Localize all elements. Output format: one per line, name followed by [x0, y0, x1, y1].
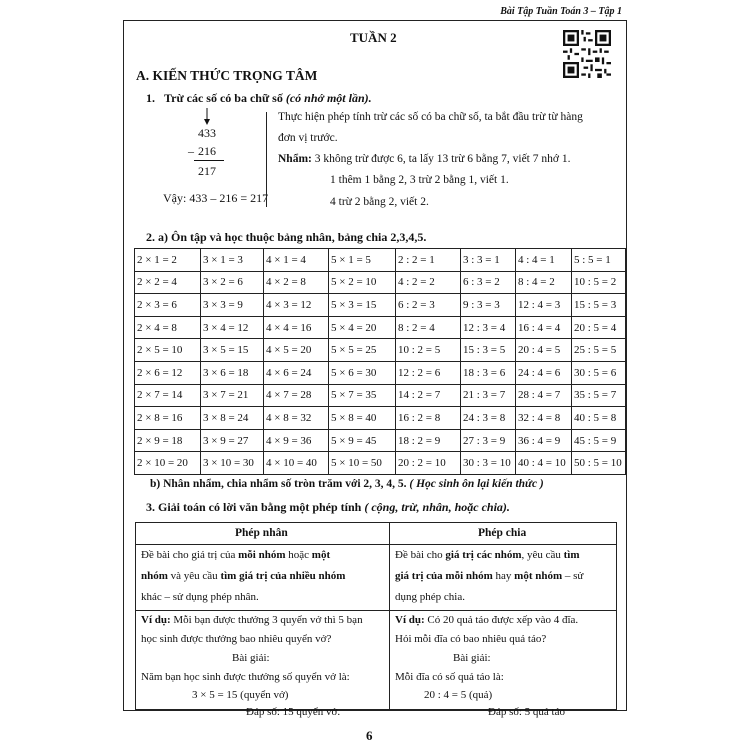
- table-cell: 5 × 4 = 20: [329, 316, 396, 339]
- table-cell: 5 × 2 = 10: [329, 271, 396, 294]
- table-cell: 24 : 3 = 8: [461, 407, 516, 430]
- mult-column-title: Phép nhân: [235, 527, 288, 539]
- table-cell: 4 : 2 = 2: [396, 271, 461, 294]
- difference: 217: [198, 164, 216, 178]
- table-cell: 3 × 2 = 6: [201, 271, 264, 294]
- table-row: [135, 316, 626, 339]
- div-column-title: Phép chia: [478, 527, 527, 539]
- mult-desc-line-3: khác – sử dụng phép nhân.: [141, 591, 259, 603]
- table-cell: 25 : 5 = 5: [572, 339, 626, 362]
- table-cell: 2 × 2 = 4: [135, 271, 201, 294]
- mult-example-line-2: học sinh được thưởng bao nhiêu quyển vở?: [141, 633, 332, 645]
- table-cell: 3 × 8 = 24: [201, 407, 264, 430]
- table-cell: 10 : 2 = 5: [396, 339, 461, 362]
- conclusion: Vậy: 433 – 216 = 217: [163, 191, 269, 205]
- table-row: [135, 429, 626, 452]
- div-solution-label: Bài giải:: [453, 652, 491, 664]
- book-header-title: Bài Tập Tuần Toán 3 – Tập 1: [500, 6, 622, 17]
- table-row: [135, 339, 626, 362]
- table-cell: 15 : 3 = 5: [461, 339, 516, 362]
- table-cell: 30 : 5 = 6: [572, 361, 626, 384]
- table-cell: 4 × 1 = 4: [264, 249, 329, 272]
- div-desc-line-3: dụng phép chia.: [395, 591, 465, 603]
- table-cell: 4 × 2 = 8: [264, 271, 329, 294]
- table-cell: 4 × 10 = 40: [264, 452, 329, 475]
- explain-line-2: đơn vị trước.: [278, 132, 338, 144]
- table-cell: 21 : 3 = 7: [461, 384, 516, 407]
- explain-line-1: Thực hiện phép tính trừ các số có ba chữ số, ta bắt đầu trừ từ hàng: [278, 111, 583, 123]
- table-cell: 5 × 10 = 50: [329, 452, 396, 475]
- section-a-heading: A. KIẾN THỨC TRỌNG TÂM: [136, 68, 318, 83]
- table-cell: 36 : 4 = 9: [516, 429, 572, 452]
- left-margin-rule: [123, 20, 124, 710]
- nham-line-3: 4 trừ 2 bằng 2, viết 2.: [330, 196, 429, 208]
- table-cell: 5 × 6 = 30: [329, 361, 396, 384]
- right-margin-rule: [626, 20, 627, 710]
- part1-heading: 1. Trừ các số có ba chữ số (có nhớ một lần).: [146, 91, 372, 105]
- borrow-arrow-icon: [202, 108, 212, 126]
- table-cell: 2 × 8 = 16: [135, 407, 201, 430]
- qr-code-icon: [563, 30, 611, 78]
- table-cell: 2 × 10 = 20: [135, 452, 201, 475]
- table-cell: 28 : 4 = 7: [516, 384, 572, 407]
- table-cell: 2 × 6 = 12: [135, 361, 201, 384]
- mult-solution-line-2: 3 × 5 = 15 (quyển vở): [192, 689, 289, 701]
- table-cell: 2 × 1 = 2: [135, 249, 201, 272]
- table-cell: 24 : 4 = 6: [516, 361, 572, 384]
- div-example-line-1: Ví dụ: Có 20 quả táo được xếp vào 4 đĩa.: [395, 614, 579, 626]
- table-cell: 27 : 3 = 9: [461, 429, 516, 452]
- table-cell: 20 : 2 = 10: [396, 452, 461, 475]
- explanation-divider: [266, 112, 267, 207]
- table-cell: 3 × 3 = 9: [201, 294, 264, 317]
- part2-heading: 2. a) Ôn tập và học thuộc bảng nhân, bảng chia 2,3,4,5.: [146, 230, 427, 244]
- table-cell: 18 : 2 = 9: [396, 429, 461, 452]
- table-cell: 40 : 5 = 8: [572, 407, 626, 430]
- table-cell: 4 × 5 = 20: [264, 339, 329, 362]
- method-table-header-rule: [135, 544, 617, 545]
- table-cell: 12 : 4 = 3: [516, 294, 572, 317]
- table-cell: 2 × 4 = 8: [135, 316, 201, 339]
- page-number: 6: [366, 728, 373, 743]
- table-cell: 5 × 3 = 15: [329, 294, 396, 317]
- table-cell: 5 × 5 = 25: [329, 339, 396, 362]
- table-cell: 3 × 9 = 27: [201, 429, 264, 452]
- table-cell: 40 : 4 = 10: [516, 452, 572, 475]
- div-answer: Đáp số: 5 quả táo: [488, 706, 565, 718]
- table-cell: 3 × 6 = 18: [201, 361, 264, 384]
- table-row: [135, 407, 626, 430]
- table-cell: 2 × 9 = 18: [135, 429, 201, 452]
- table-row: [135, 249, 626, 272]
- div-solution-line-1: Mỗi đĩa có số quả táo là:: [395, 671, 504, 683]
- div-desc-line-2: giá trị của mỗi nhóm hay một nhóm – sử: [395, 570, 584, 582]
- table-cell: 3 × 5 = 15: [201, 339, 264, 362]
- minuend: 433: [198, 126, 216, 140]
- table-cell: 12 : 3 = 4: [461, 316, 516, 339]
- table-cell: 8 : 2 = 4: [396, 316, 461, 339]
- table-cell: 3 × 10 = 30: [201, 452, 264, 475]
- div-example-line-2: Hỏi mỗi đĩa có bao nhiêu quả táo?: [395, 633, 547, 645]
- div-solution-line-2: 20 : 4 = 5 (quả): [424, 689, 493, 701]
- nham-line-2: 1 thêm 1 bằng 2, 3 trừ 2 bằng 1, viết 1.: [330, 174, 509, 186]
- part3-heading: 3. Giải toán có lời văn bằng một phép tính ( cộng, trừ, nhân, hoặc chia).: [146, 500, 510, 514]
- table-cell: 4 × 6 = 24: [264, 361, 329, 384]
- table-cell: 6 : 3 = 2: [461, 271, 516, 294]
- table-cell: 5 × 8 = 40: [329, 407, 396, 430]
- table-cell: 4 × 3 = 12: [264, 294, 329, 317]
- table-cell: 50 : 5 = 10: [572, 452, 626, 475]
- table-cell: 4 × 4 = 16: [264, 316, 329, 339]
- result-rule: [194, 160, 224, 161]
- header-rule: [123, 20, 627, 21]
- table-cell: 10 : 5 = 2: [572, 271, 626, 294]
- table-cell: 4 : 4 = 1: [516, 249, 572, 272]
- mult-solution-label: Bài giải:: [232, 652, 270, 664]
- table-cell: 5 × 1 = 5: [329, 249, 396, 272]
- mult-desc-line-1: Đề bài cho giá trị của mỗi nhóm hoặc một: [141, 549, 331, 561]
- table-cell: 5 × 7 = 35: [329, 384, 396, 407]
- method-table-column-divider: [389, 522, 390, 710]
- table-cell: 3 × 4 = 12: [201, 316, 264, 339]
- nham-line-1: Nhẩm: 3 không trừ được 6, ta lấy 13 trừ 6 bằng 7, viết 7 nhớ 1.: [278, 153, 571, 165]
- mult-example-line-1: Ví dụ: Mỗi bạn được thưởng 3 quyển vở thì 5 bạn: [141, 614, 363, 626]
- week-title: TUẦN 2: [350, 30, 397, 45]
- table-row: [135, 452, 626, 475]
- table-cell: 12 : 2 = 6: [396, 361, 461, 384]
- table-cell: 4 × 7 = 28: [264, 384, 329, 407]
- mult-answer: Đáp số: 15 quyển vở.: [246, 706, 341, 718]
- table-cell: 4 × 8 = 32: [264, 407, 329, 430]
- subtrahend: 216: [198, 144, 216, 158]
- table-row: [135, 271, 626, 294]
- table-cell: 16 : 2 = 8: [396, 407, 461, 430]
- table-cell: 35 : 5 = 7: [572, 384, 626, 407]
- div-desc-line-1: Đề bài cho giá trị các nhóm, yêu cầu tìm: [395, 549, 580, 561]
- table-cell: 4 × 9 = 36: [264, 429, 329, 452]
- table-cell: 14 : 2 = 7: [396, 384, 461, 407]
- table-cell: 8 : 4 = 2: [516, 271, 572, 294]
- mult-desc-line-2: nhóm và yêu cầu tìm giá trị của nhiều nhóm: [141, 570, 346, 582]
- table-cell: 30 : 3 = 10: [461, 452, 516, 475]
- table-cell: 16 : 4 = 4: [516, 316, 572, 339]
- table-cell: 2 × 5 = 10: [135, 339, 201, 362]
- table-cell: 45 : 5 = 9: [572, 429, 626, 452]
- table-row: [135, 384, 626, 407]
- table-cell: 32 : 4 = 8: [516, 407, 572, 430]
- table-cell: 20 : 4 = 5: [516, 339, 572, 362]
- table-cell: 9 : 3 = 3: [461, 294, 516, 317]
- table-row: [135, 294, 626, 317]
- part2b-heading: b) Nhân nhẩm, chia nhẩm số tròn trăm với 2, 3, 4, 5. ( Học sinh ôn lại kiến thức ): [150, 478, 544, 490]
- table-cell: 2 : 2 = 1: [396, 249, 461, 272]
- multiplication-division-table: [134, 248, 626, 475]
- table-cell: 18 : 3 = 6: [461, 361, 516, 384]
- mult-solution-line-1: Năm bạn học sinh được thưởng số quyển vở là:: [141, 671, 350, 683]
- table-cell: 3 × 7 = 21: [201, 384, 264, 407]
- minus-sign: –: [188, 144, 194, 158]
- table-cell: 3 : 3 = 1: [461, 249, 516, 272]
- table-cell: 5 × 9 = 45: [329, 429, 396, 452]
- table-cell: 15 : 5 = 3: [572, 294, 626, 317]
- method-table-example-rule: [135, 610, 617, 611]
- table-row: [135, 361, 626, 384]
- table-cell: 2 × 3 = 6: [135, 294, 201, 317]
- table-cell: 3 × 1 = 3: [201, 249, 264, 272]
- table-cell: 5 : 5 = 1: [572, 249, 626, 272]
- table-cell: 20 : 5 = 4: [572, 316, 626, 339]
- table-cell: 2 × 7 = 14: [135, 384, 201, 407]
- table-cell: 6 : 2 = 3: [396, 294, 461, 317]
